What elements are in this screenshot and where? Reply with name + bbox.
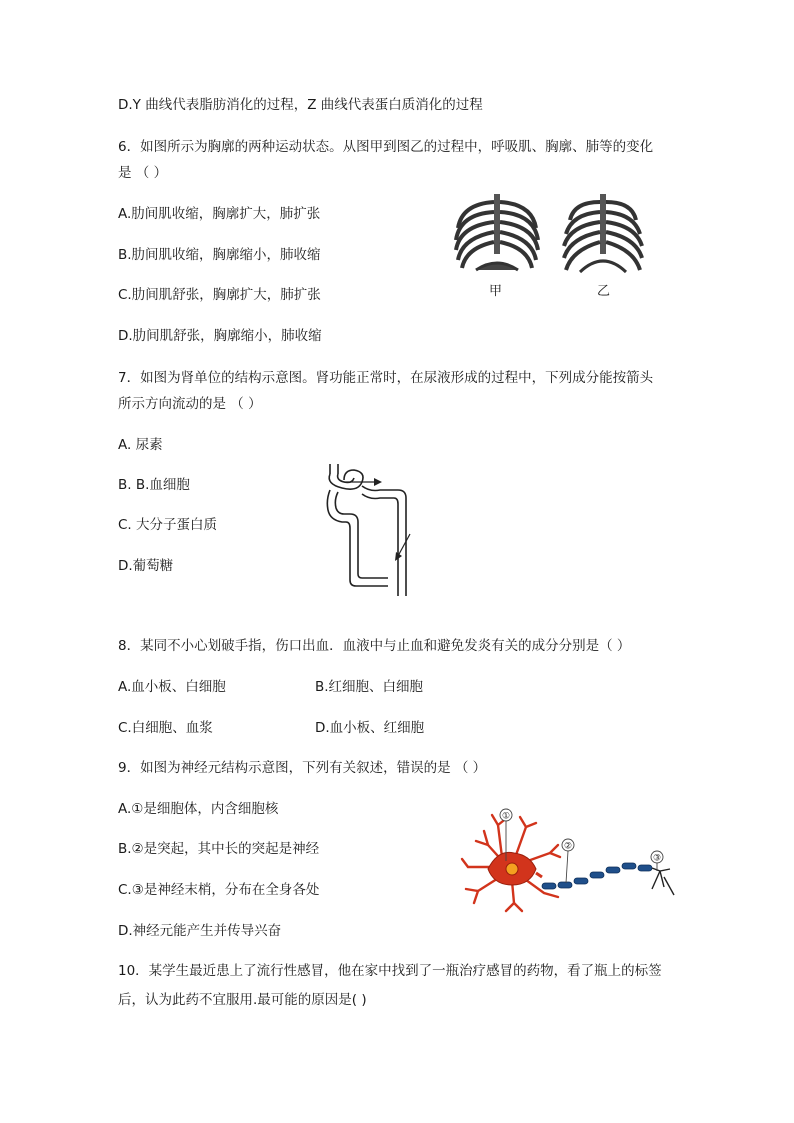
q8-stem: 8．某同不小心划破手指，伤口出血．血液中与止血和避免发炎有关的成分分别是（ ）	[118, 638, 631, 654]
q6-stem-line2: 是 （ ）	[118, 165, 168, 181]
ribcage-label-jia: 甲	[489, 284, 503, 299]
q8-option-a: A.血小板、白细胞	[118, 679, 226, 695]
neuron-axon	[542, 863, 652, 889]
q7-option-c: C. 大分子蛋白质	[118, 517, 218, 533]
q6-option-d: D.肋间肌舒张，胸廓缩小，肺收缩	[118, 328, 322, 344]
q7-option-b: B. B.血细胞	[118, 477, 190, 493]
neuron-figure	[458, 805, 688, 915]
q9-option-c: C.③是神经末梢，分布在全身各处	[118, 882, 320, 898]
q10-stem-line1: 10．某学生最近患上了流行性感冒，他在家中找到了一瓶治疗感冒的药物，看了瓶上的标签	[118, 963, 662, 979]
neuron-nucleus	[506, 863, 518, 875]
q8-option-b: B.红细胞、白细胞	[315, 679, 424, 695]
q6-option-a: A.肋间肌收缩，胸廓扩大，肺扩张	[118, 206, 321, 222]
q7-stem-line2: 所示方向流动的是 （ ）	[118, 396, 262, 412]
neuron-label-3: ③	[652, 853, 662, 864]
q10-stem-line2: 后，认为此药不宜服用.最可能的原因是( )	[118, 992, 367, 1008]
q9-option-d: D.神经元能产生并传导兴奋	[118, 923, 282, 939]
ribcage-right-image	[564, 194, 642, 272]
q7-option-a: A. 尿素	[118, 437, 163, 453]
q7-stem-line1: 7．如图为肾单位的结构示意图。肾功能正常时，在尿液形成的过程中，下列成分能按箭头	[118, 370, 654, 386]
neuron-label-1: ①	[501, 811, 511, 822]
q6-option-c: C.肋间肌舒张，胸廓扩大，肺扩张	[118, 287, 321, 303]
ribcage-left-image	[456, 194, 538, 270]
ribcage-figure	[448, 188, 648, 303]
q9-option-b: B.②是突起，其中长的突起是神经	[118, 841, 320, 857]
q8-option-c: C.白细胞、血浆	[118, 720, 213, 736]
ribcage-label-yi: 乙	[597, 284, 611, 299]
q8-option-d: D.血小板、红细胞	[315, 720, 425, 736]
q6-stem-line1: 6．如图所示为胸廓的两种运动状态。从图甲到图乙的过程中，呼吸肌、胸廓、肺等的变化	[118, 139, 654, 155]
nephron-figure	[318, 460, 418, 598]
q6-option-b: B.肋间肌收缩，胸廓缩小，肺收缩	[118, 247, 321, 263]
q5-option-d: D.Y 曲线代表脂肪消化的过程，Z 曲线代表蛋白质消化的过程	[118, 97, 483, 113]
q7-option-d: D.葡萄糖	[118, 558, 174, 574]
neuron-label-2: ②	[563, 841, 573, 852]
q9-option-a: A.①是细胞体，内含细胞核	[118, 801, 279, 817]
q9-stem: 9．如图为神经元结构示意图，下列有关叙述，错误的是 （ ）	[118, 760, 487, 776]
